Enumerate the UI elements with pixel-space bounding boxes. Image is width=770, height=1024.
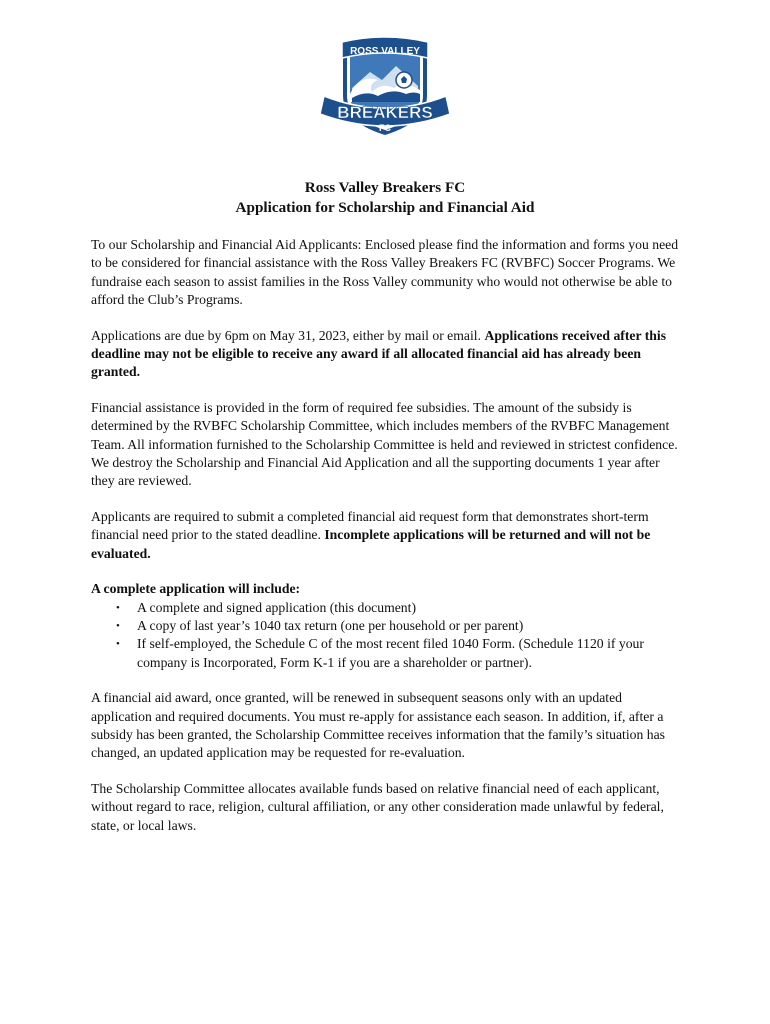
list-item-text: A complete and signed application (this document) [137, 599, 417, 615]
list-item [116, 635, 683, 672]
renewal-paragraph: A financial aid award, once granted, will be renewed in subsequent seasons only with an updated application and required documents. You must re-apply for assistance each season. In addition, if, after a subsidy has been granted, the Scholarship Committee receives information that the family’s situation has changed, an updated application may be requested for re-evaluation. [91, 690, 665, 761]
logo-line3: FC [379, 123, 391, 133]
list-item [116, 617, 683, 635]
list-item [116, 599, 683, 617]
list-item-text: If self-employed, the Schedule C of the most recent filed 1040 Form. (Schedule 1120 if your company is Incorporated, Form K-1 if you are a shareholder or partner). [137, 636, 644, 670]
logo-line2: BREAKERS [337, 103, 433, 122]
checklist-heading: A complete application will include: [91, 581, 301, 597]
document-body [91, 236, 683, 852]
requirements-paragraph [91, 508, 683, 563]
nondiscrimination-paragraph: The Scholarship Committee allocates available funds based on relative financial need of each applicant, without regard to race, religion, cultural affiliation, or any other consideration made unlawful by federal, state, or local laws. [91, 780, 664, 833]
list-item-text: A copy of last year’s 1040 tax return (one per household or per parent) [137, 617, 524, 633]
document-title: Application for Scholarship and Financial Aid [235, 199, 535, 216]
bullet-icon: • [116, 601, 120, 614]
club-crest-icon [316, 36, 454, 136]
organization-name: Ross Valley Breakers FC [304, 179, 466, 196]
deadline-paragraph [91, 327, 683, 382]
bullet-icon: • [116, 619, 120, 632]
incomplete-warning: Incomplete applications will be returned and will not be evaluated. [91, 527, 651, 561]
requirements-text: Applicants are required to submit a completed financial aid request form that demonstrates short-term financial need prior to the stated deadline. [91, 508, 649, 543]
deadline-warning: Applications received after this deadline may not be eligible to receive any award if all allocated financial aid has already been granted. [91, 327, 667, 380]
intro-paragraph: To our Scholarship and Financial Aid Applicants: Enclosed please find the information and forms you need to be considered for financial assistance with the Ross Valley Breakers FC (RVBFC) Soccer Programs. We fundraise each season to assist families in the Ross Valley community who would not otherwise be able to afford the Club’s Programs. [91, 237, 679, 308]
checklist [91, 599, 683, 673]
deadline-text: Applications are due by 6pm on May 31, 2023, either by mail or email. [91, 327, 482, 343]
bullet-icon: • [116, 638, 120, 651]
assistance-paragraph: Financial assistance is provided in the form of required fee subsidies. The amount of the subsidy is determined by the RVBFC Scholarship Committee, which includes members of the RVBFC Management Team. All information furnished to the Scholarship Committee is held and reviewed in strictest confidence. We destroy the Scholarship and Financial Aid Application and all the supporting documents 1 year after they are reviewed. [91, 399, 678, 489]
document-header [0, 178, 770, 218]
logo-line1: ROSS VALLEY [350, 46, 420, 57]
club-logo [316, 36, 454, 136]
